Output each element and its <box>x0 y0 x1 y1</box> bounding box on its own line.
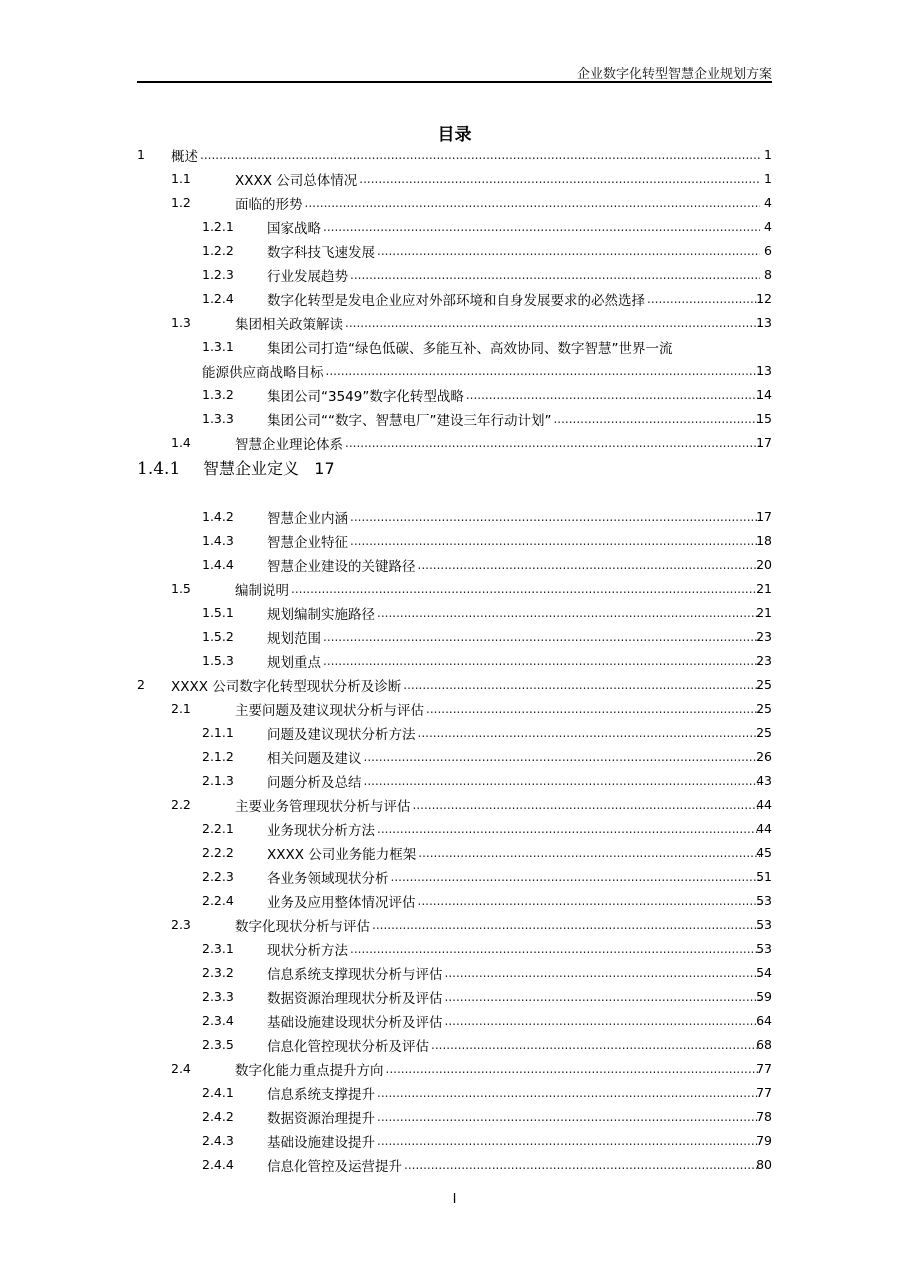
toc-leader-dots <box>345 316 760 330</box>
toc-entry-number: 2.3 <box>171 917 191 932</box>
toc-entry-title: 编制说明 <box>235 583 289 599</box>
toc-leader-dots <box>323 654 760 668</box>
running-header: 企业数字化转型智慧企业规划方案 <box>576 67 772 82</box>
toc-entry-number: 2.1 <box>171 701 191 716</box>
toc-entry[interactable] <box>137 937 772 961</box>
toc-entry-line <box>235 793 762 817</box>
toc-entry-number: 2.4.2 <box>202 1109 234 1124</box>
toc-entry-page: 21 <box>756 581 772 596</box>
toc-entry-title: 信息系统支撑现状分析与评估 <box>267 967 443 983</box>
toc-entry-number: 2.2.3 <box>202 869 234 884</box>
toc-entry-line <box>267 985 762 1009</box>
toc-entry[interactable] <box>137 191 772 215</box>
toc-leader-dots <box>364 774 761 788</box>
toc-entry-number: 1.5.3 <box>202 653 234 668</box>
toc-entry[interactable] <box>137 889 772 913</box>
toc-entry[interactable] <box>137 673 772 697</box>
toc-entry-page: 80 <box>756 1157 772 1172</box>
toc-entry-page: 25 <box>756 701 772 716</box>
toc-entry-page: 43 <box>756 773 772 788</box>
toc-entry[interactable] <box>137 961 772 985</box>
toc-entry[interactable] <box>137 625 772 649</box>
toc-leader-dots <box>291 582 760 596</box>
toc-entry-page: 12 <box>756 291 772 306</box>
toc-entry-line <box>235 913 762 937</box>
toc-entry[interactable] <box>137 697 772 721</box>
toc-entry[interactable] <box>137 407 772 431</box>
toc-entry-title: 概述 <box>171 149 198 165</box>
toc-entry-title: 国家战略 <box>267 221 321 237</box>
toc-entry-page: 51 <box>756 869 772 884</box>
toc-entry-page: 23 <box>756 653 772 668</box>
toc-entry-page: 20 <box>756 557 772 572</box>
toc-entry-title: 规划编制实施路径 <box>267 607 375 623</box>
toc-leader-dots <box>377 1086 760 1100</box>
toc-entry-title: 相关问题及建议 <box>267 751 362 767</box>
toc-entry[interactable] <box>137 721 772 745</box>
toc-entry-number: 1.5.1 <box>202 605 234 620</box>
toc-entry-title: 数字科技飞速发展 <box>267 245 375 261</box>
toc-leader-dots <box>323 630 760 644</box>
toc-entry-line <box>235 191 762 215</box>
toc-entry-title: 集团公司““数字、智慧电厂”建设三年行动计划” <box>267 413 552 429</box>
toc-entry-line <box>267 769 762 793</box>
toc-entry-line <box>267 865 762 889</box>
toc-entry-page: 64 <box>756 1013 772 1028</box>
toc-entry-title: 集团公司打造“绿色低碳、多能互补、高效协同、数字智慧”世界一流 <box>267 341 673 357</box>
toc-entry-title: 现状分析方法 <box>267 943 348 959</box>
toc-entry-title: 信息化管控现状分析及评估 <box>267 1039 429 1055</box>
toc-leader-dots <box>305 196 761 210</box>
toc-entry[interactable] <box>137 311 772 335</box>
toc-entry-line <box>171 143 762 167</box>
toc-entry-title: 集团相关政策解读 <box>235 317 343 333</box>
toc-entry-line <box>235 311 762 335</box>
toc-entry-number: 2.1.3 <box>202 773 234 788</box>
toc-entry-page: 45 <box>756 845 772 860</box>
toc-entry-page: 68 <box>756 1037 772 1052</box>
toc-entry-line <box>235 577 762 601</box>
toc-leader-dots <box>350 510 760 524</box>
toc-entry[interactable] <box>137 455 772 505</box>
toc-entry-number: 2.4 <box>171 1061 191 1076</box>
toc-entry-number: 1 <box>137 147 145 162</box>
toc-entry-number: 1.3.2 <box>202 387 234 402</box>
toc-entry[interactable] <box>137 287 772 311</box>
toc-entry-line <box>267 335 762 359</box>
toc-entry-title: 基础设施建设提升 <box>267 1135 375 1151</box>
toc-entry-line <box>267 601 762 625</box>
toc-entry-line <box>235 1057 762 1081</box>
toc-leader-dots <box>377 244 760 258</box>
toc-entry-number: 1.4.3 <box>202 533 234 548</box>
toc-entry-number: 1.5 <box>171 581 191 596</box>
toc-entry-line <box>267 505 762 529</box>
toc-entry-number: 2.3.4 <box>202 1013 234 1028</box>
toc-entry-title: 数字化能力重点提升方向 <box>235 1063 384 1079</box>
toc-entry-line <box>235 167 762 191</box>
toc-entry-number: 2.1.2 <box>202 749 234 764</box>
toc-entry-number: 2.2.4 <box>202 893 234 908</box>
toc-entry-line <box>267 937 762 961</box>
toc-entry[interactable] <box>137 1129 772 1153</box>
toc-entry-number: 2 <box>137 677 145 692</box>
toc-entry[interactable] <box>137 529 772 553</box>
toc-leader-dots <box>323 220 760 234</box>
toc-entry[interactable] <box>137 649 772 673</box>
toc-entry-number: 2.2 <box>171 797 191 812</box>
toc-entry-title: 数字化转型是发电企业应对外部环境和自身发展要求的必然选择 <box>267 293 645 309</box>
toc-entry-number: 1.3.1 <box>202 339 234 354</box>
toc-entry[interactable] <box>137 1033 772 1057</box>
toc-entry-page: 1 <box>764 171 772 186</box>
toc-heading: 目录 <box>437 125 472 145</box>
toc-leader-dots <box>553 412 760 426</box>
toc-entry[interactable] <box>137 1057 772 1081</box>
toc-entry-line <box>267 1105 762 1129</box>
toc-entry-page: 25 <box>756 725 772 740</box>
toc-entry-line <box>267 553 762 577</box>
toc-leader-dots <box>647 292 760 306</box>
toc-leader-dots <box>445 990 761 1004</box>
toc-leader-dots <box>377 1110 760 1124</box>
toc-entry[interactable] <box>137 769 772 793</box>
toc-entry-page: 6 <box>764 243 772 258</box>
toc-entry-line <box>267 1033 762 1057</box>
toc-entry[interactable] <box>137 383 772 407</box>
toc-entry-page: 79 <box>756 1133 772 1148</box>
toc-leader-dots <box>386 1062 761 1076</box>
toc-entry-number: 1.5.2 <box>202 629 234 644</box>
toc-entry-title: 智慧企业定义 17 <box>203 459 335 478</box>
toc-entry-title: 业务现状分析方法 <box>267 823 375 839</box>
toc-entry-page: 77 <box>756 1085 772 1100</box>
toc-entry-title: 业务及应用整体情况评估 <box>267 895 416 911</box>
toc-entry-number: 1.2 <box>171 195 191 210</box>
toc-entry-page: 59 <box>756 989 772 1004</box>
toc-leader-dots <box>445 966 761 980</box>
toc-leader-dots <box>418 726 761 740</box>
toc-entry-line <box>267 529 762 553</box>
table-of-contents <box>137 143 772 1177</box>
toc-entry[interactable] <box>137 841 772 865</box>
toc-leader-dots <box>326 364 761 378</box>
toc-entry-title: XXXX 公司数字化转型现状分析及诊断 <box>171 679 402 695</box>
toc-entry-page: 8 <box>764 267 772 282</box>
toc-leader-dots <box>350 942 760 956</box>
toc-entry-line <box>267 263 762 287</box>
toc-entry-number: 1.3 <box>171 315 191 330</box>
toc-entry-page: 23 <box>756 629 772 644</box>
header-rule <box>137 81 772 83</box>
toc-leader-dots <box>403 678 760 692</box>
toc-entry-page: 14 <box>756 387 772 402</box>
toc-entry-title: 主要问题及建议现状分析与评估 <box>235 703 424 719</box>
toc-entry[interactable] <box>137 1153 772 1177</box>
toc-entry-line <box>267 889 762 913</box>
toc-entry-page: 4 <box>764 219 772 234</box>
toc-leader-dots <box>364 750 761 764</box>
toc-entry-number: 2.2.1 <box>202 821 234 836</box>
toc-leader-dots <box>359 172 760 186</box>
toc-entry-number: 2.4.3 <box>202 1133 234 1148</box>
toc-entry-page: 26 <box>756 749 772 764</box>
toc-entry[interactable] <box>137 553 772 577</box>
toc-entry[interactable] <box>137 239 772 263</box>
toc-entry-title: 规划重点 <box>267 655 321 671</box>
toc-entry-number: 1.2.2 <box>202 243 234 258</box>
toc-entry-line <box>267 649 762 673</box>
toc-entry-number: 1.4.1 <box>137 459 181 479</box>
toc-entry-number: 2.2.2 <box>202 845 234 860</box>
toc-entry-title: 行业发展趋势 <box>267 269 348 285</box>
toc-entry[interactable] <box>137 577 772 601</box>
toc-entry-line <box>267 407 762 431</box>
toc-entry-number: 2.1.1 <box>202 725 234 740</box>
toc-entry-page: 1 <box>764 147 772 162</box>
toc-entry-page: 77 <box>756 1061 772 1076</box>
toc-leader-dots <box>404 1158 760 1172</box>
toc-entry[interactable] <box>137 143 772 167</box>
toc-leader-dots <box>431 1038 760 1052</box>
toc-entry-page: 17 <box>756 435 772 450</box>
toc-entry-page: 53 <box>756 917 772 932</box>
toc-entry-number: 2.3.3 <box>202 989 234 1004</box>
toc-entry-page: 18 <box>756 533 772 548</box>
toc-entry-line <box>267 287 762 311</box>
toc-entry[interactable] <box>137 913 772 937</box>
toc-entry-title: XXXX 公司业务能力框架 <box>267 847 417 863</box>
toc-entry-line <box>267 239 762 263</box>
toc-entry-number: 1.2.4 <box>202 291 234 306</box>
toc-entry-page: 44 <box>756 797 772 812</box>
toc-entry-page: 13 <box>756 315 772 330</box>
toc-entry-title: 智慧企业内涵 <box>267 511 348 527</box>
toc-entry-line <box>267 961 762 985</box>
toc-entry-page: 25 <box>756 677 772 692</box>
toc-entry-line <box>267 721 762 745</box>
toc-entry-line <box>202 359 762 383</box>
toc-entry-number: 1.2.1 <box>202 219 234 234</box>
toc-leader-dots <box>377 606 760 620</box>
toc-entry-title: 主要业务管理现状分析与评估 <box>235 799 411 815</box>
toc-entry-title: 基础设施建设现状分析及评估 <box>267 1015 443 1031</box>
toc-entry-title: 信息化管控及运营提升 <box>267 1159 402 1175</box>
toc-entry[interactable] <box>137 817 772 841</box>
toc-entry-number: 1.1 <box>171 171 191 186</box>
toc-leader-dots <box>350 268 760 282</box>
toc-entry[interactable] <box>137 335 772 359</box>
toc-entry[interactable] <box>137 263 772 287</box>
toc-leader-dots <box>426 702 760 716</box>
toc-entry[interactable] <box>137 1105 772 1129</box>
toc-entry-page: 21 <box>756 605 772 620</box>
toc-entry-line <box>267 817 762 841</box>
toc-entry-line <box>267 745 762 769</box>
toc-leader-dots <box>377 822 760 836</box>
toc-entry-line <box>267 1081 762 1105</box>
toc-entry[interactable] <box>137 505 772 529</box>
toc-entry-number: 1.4.2 <box>202 509 234 524</box>
toc-leader-dots <box>445 1014 761 1028</box>
toc-entry[interactable] <box>137 745 772 769</box>
toc-entry-title: 问题及建议现状分析方法 <box>267 727 416 743</box>
toc-entry-number: 2.4.4 <box>202 1157 234 1172</box>
toc-leader-dots <box>345 436 760 450</box>
toc-entry-line <box>267 1129 762 1153</box>
toc-entry[interactable] <box>137 1081 772 1105</box>
toc-leader-dots <box>377 1134 760 1148</box>
toc-entry-line <box>235 697 762 721</box>
toc-entry-title: 问题分析及总结 <box>267 775 362 791</box>
page-number: I <box>452 1192 457 1207</box>
toc-leader-dots <box>350 534 760 548</box>
toc-entry[interactable] <box>137 431 772 455</box>
toc-entry-number: 1.3.3 <box>202 411 234 426</box>
toc-entry-title: 智慧企业特征 <box>267 535 348 551</box>
toc-entry[interactable] <box>137 601 772 625</box>
toc-entry-line <box>267 215 762 239</box>
toc-entry-number: 1.2.3 <box>202 267 234 282</box>
toc-entry[interactable] <box>137 167 772 191</box>
toc-leader-dots <box>391 870 761 884</box>
toc-entry-number: 2.4.1 <box>202 1085 234 1100</box>
toc-entry-title: 集团公司“3549”数字化转型战略 <box>267 389 464 405</box>
toc-entry-title: 信息系统支撑提升 <box>267 1087 375 1103</box>
toc-entry[interactable] <box>137 985 772 1009</box>
toc-entry[interactable] <box>137 359 772 383</box>
toc-entry[interactable] <box>137 215 772 239</box>
toc-entry-title: 数据资源治理现状分析及评估 <box>267 991 443 1007</box>
toc-entry-title: 智慧企业建设的关键路径 <box>267 559 416 575</box>
toc-entry-title: 面临的形势 <box>235 197 303 213</box>
toc-leader-dots <box>413 798 761 812</box>
toc-leader-dots <box>418 894 761 908</box>
toc-entry-page: 13 <box>756 363 772 378</box>
toc-leader-dots <box>200 148 760 162</box>
toc-entry-page: 53 <box>756 941 772 956</box>
toc-entry-page: 4 <box>764 195 772 210</box>
toc-entry[interactable] <box>137 1009 772 1033</box>
toc-entry-line <box>235 431 762 455</box>
toc-entry-number: 2.3.5 <box>202 1037 234 1052</box>
toc-entry-line <box>267 1009 762 1033</box>
toc-entry-title: 智慧企业理论体系 <box>235 437 343 453</box>
toc-entry-page: 17 <box>756 509 772 524</box>
toc-leader-dots <box>372 918 760 932</box>
toc-entry-title: 规划范围 <box>267 631 321 647</box>
toc-entry[interactable] <box>137 865 772 889</box>
toc-entry-title: 能源供应商战略目标 <box>202 365 324 381</box>
toc-entry-page: 44 <box>756 821 772 836</box>
toc-entry-number: 2.3.2 <box>202 965 234 980</box>
toc-entry-line <box>171 673 762 697</box>
toc-leader-dots <box>418 846 760 860</box>
toc-entry-page: 53 <box>756 893 772 908</box>
toc-entry-page: 54 <box>756 965 772 980</box>
toc-entry-title: 数据资源治理提升 <box>267 1111 375 1127</box>
toc-entry-line <box>267 841 762 865</box>
toc-entry-line <box>267 1153 762 1177</box>
toc-entry-number: 2.3.1 <box>202 941 234 956</box>
toc-entry-line <box>267 625 762 649</box>
toc-entry-title: 各业务领域现状分析 <box>267 871 389 887</box>
toc-entry-title: 数字化现状分析与评估 <box>235 919 370 935</box>
toc-leader-dots <box>418 558 761 572</box>
toc-leader-dots <box>466 388 760 402</box>
toc-entry-number: 1.4 <box>171 435 191 450</box>
toc-entry-title: XXXX 公司总体情况 <box>235 173 358 189</box>
toc-entry[interactable] <box>137 793 772 817</box>
toc-entry-line <box>267 383 762 407</box>
toc-entry-page: 15 <box>756 411 772 426</box>
toc-entry-page: 78 <box>756 1109 772 1124</box>
toc-entry-number: 1.4.4 <box>202 557 234 572</box>
